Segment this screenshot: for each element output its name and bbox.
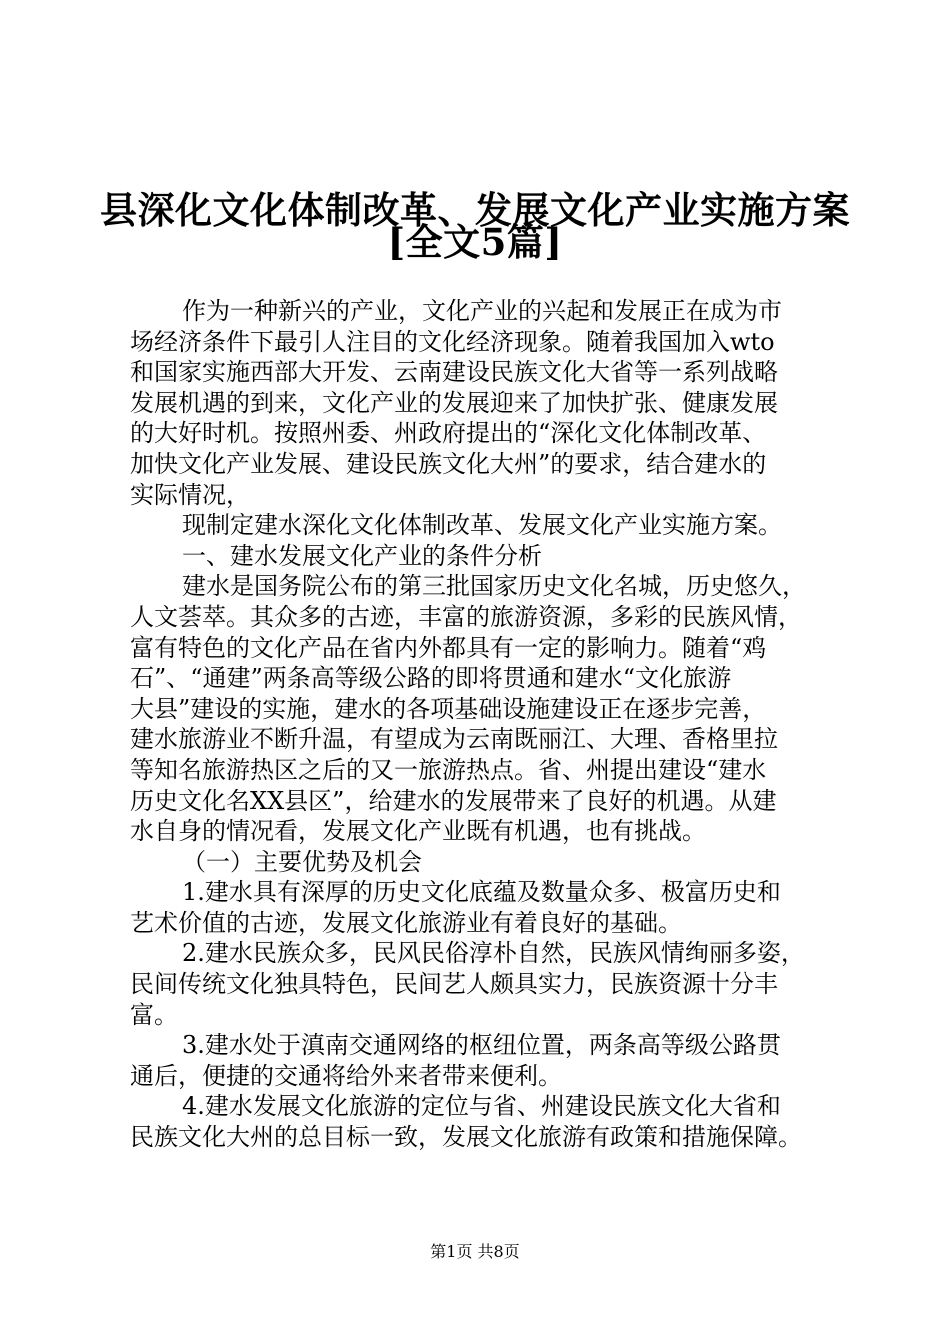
body-line: 民间传统文化独具特色，民间艺人颇具实力，民族资源十分丰 (130, 970, 778, 999)
body-line: 3.建水处于滇南交通网络的枢纽位置，两条高等级公路贯 (182, 1031, 781, 1060)
body-line: 发展机遇的到来，文化产业的发展迎来了加快扩张、健康发展 (130, 388, 778, 417)
body-line: 4.建水发展文化旅游的定位与省、州建设民族文化大省和 (182, 1092, 781, 1121)
body-line: 民族文化大州的总目标一致，发展文化旅游有政策和措施保障。 (130, 1123, 802, 1152)
body-line: 作为一种新兴的产业，文化产业的兴起和发展正在成为市 (182, 297, 782, 325)
body-line: 大县”建设的实施，建水的各项基础设施建设正在逐步完善， (130, 694, 767, 723)
body-line: 实际情况， (130, 480, 250, 509)
body-line: 1.建水具有深厚的历史文化底蕴及数量众多、极富历史和 (182, 878, 781, 907)
body-line: 和国家实施西部大开发、云南建设民族文化大省等一系列战略 (130, 358, 778, 387)
body-line: 通后，便捷的交通将给外来者带来便利。 (130, 1061, 562, 1090)
document-title: 县深化文化体制改革、发展文化产业实施方案 (100, 188, 850, 232)
body-line: （一）主要优势及机会 (182, 847, 422, 876)
body-line: 的大好时机。按照州委、州政府提出的“深化文化体制改革、 (130, 419, 767, 448)
body-line: 场经济条件下最引人注目的文化经济现象。随着我国加入wto (130, 327, 775, 356)
body-line: 等知名旅游热区之后的又一旅游热点。省、州提出建设“建水 (130, 755, 767, 784)
body-line: 一、建水发展文化产业的条件分析 (182, 541, 542, 570)
page-footer: 第1页 共8页 (430, 1242, 520, 1261)
body-line: 2.建水民族众多，民风民俗淳朴自然，民族风情绚丽多姿， (182, 939, 805, 968)
body-line: 富有特色的文化产品在省内外都具有一定的影响力。随着“鸡 (130, 633, 767, 662)
body-line: 水自身的情况看，发展文化产业既有机遇，也有挑战。 (130, 817, 706, 846)
body-line: 艺术价值的古迹，发展文化旅游业有着良好的基础。 (130, 908, 682, 937)
document-title-suffix: [全文5篇] (387, 220, 563, 264)
body-line: 建水是国务院公布的第三批国家历史文化名城，历史悠久， (182, 572, 806, 601)
body-line: 石”、“通建”两条高等级公路的即将贯通和建水“文化旅游 (130, 664, 732, 693)
document-body (130, 296, 830, 1153)
body-line: 人文荟萃。其众多的古迹，丰富的旅游资源，多彩的民族风情， (130, 602, 802, 631)
body-line: 历史文化名XX县区”，给建水的发展带来了良好的机遇。从建 (130, 786, 777, 815)
body-line: 建水旅游业不断升温，有望成为云南既丽江、大理、香格里拉 (130, 725, 778, 754)
body-line: 富。 (130, 1000, 178, 1029)
body-line: 现制定建水深化文化体制改革、发展文化产业实施方案。 (182, 511, 782, 540)
body-line: 加快文化产业发展、建设民族文化大州”的要求，结合建水的 (130, 449, 767, 478)
